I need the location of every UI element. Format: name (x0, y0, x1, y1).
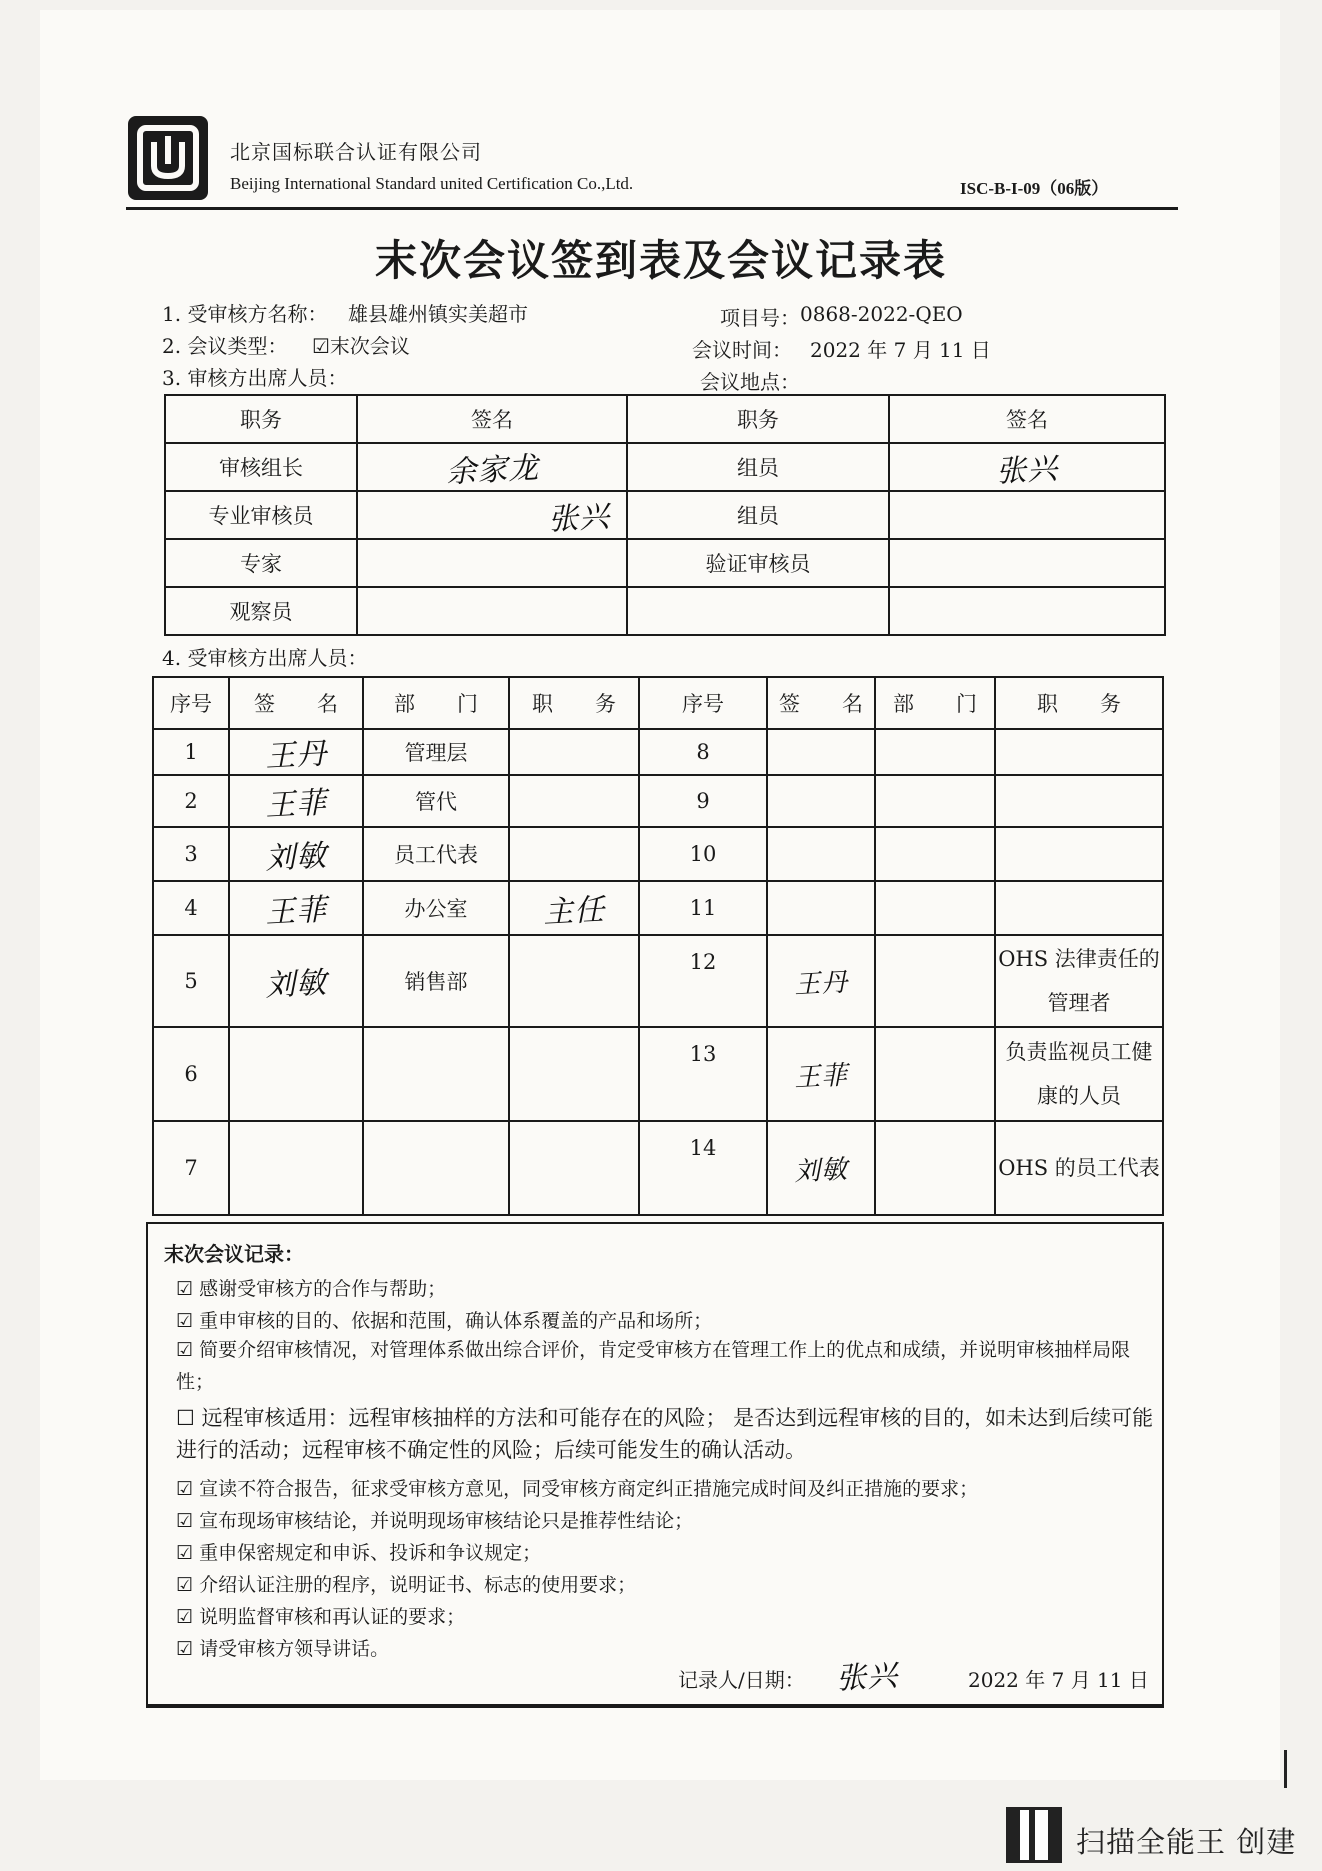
table-row (165, 491, 1165, 539)
handwritten-signature: 刘敏 (793, 1154, 849, 1187)
table-row (153, 935, 1163, 1027)
signature-cell (889, 539, 1165, 587)
handwritten-signature: 王菲 (264, 892, 329, 931)
department-cell: 管理层 (363, 729, 509, 775)
handwritten-signature: 张兴 (995, 451, 1060, 490)
table-row (153, 775, 1163, 827)
seq-cell: 2 (153, 775, 229, 827)
recorder-signature-wrap (836, 1652, 898, 1696)
table-row (153, 881, 1163, 935)
header-department: 部 门 (875, 677, 995, 729)
table-row (153, 827, 1163, 881)
handwritten-signature: 王丹 (264, 736, 329, 775)
duty-cell (509, 775, 639, 827)
signature-cell (229, 881, 363, 935)
handwritten-signature: 王菲 (264, 785, 329, 824)
meeting-records-box (146, 1222, 1164, 1708)
header-department: 部 门 (363, 677, 509, 729)
meeting-place-label: 会议地点： (700, 370, 800, 394)
handwritten-signature: 王丹 (793, 967, 849, 1000)
signature-cell (889, 443, 1165, 491)
meeting-type-label: 2. 会议类型： (162, 334, 288, 358)
record-item: ☑ 请受审核方领导讲话。 (176, 1638, 390, 1660)
recorder-label: 记录人/日期： (678, 1668, 805, 1692)
role-cell: 专业审核员 (165, 491, 357, 539)
role-cell (627, 587, 889, 635)
role-cell: 专家 (165, 539, 357, 587)
record-item: ☑ 重申保密规定和申诉、投诉和争议规定； (176, 1542, 542, 1564)
table-header-row (153, 677, 1163, 729)
signature-cell (357, 539, 627, 587)
table-row (165, 587, 1165, 635)
audit-attendees-label: 3. 审核方出席人员： (162, 366, 348, 390)
seq-cell: 6 (153, 1027, 229, 1121)
seq-cell: 9 (639, 775, 767, 827)
records-title: 末次会议记录： (164, 1242, 304, 1266)
table-row (165, 539, 1165, 587)
header-signature: 签 名 (767, 677, 875, 729)
scanner-app-watermark: 扫描全能王 创建 (1076, 1825, 1297, 1859)
department-cell (875, 729, 995, 775)
seq-cell: 1 (153, 729, 229, 775)
signature-cell (229, 1121, 363, 1215)
header-seq: 序号 (153, 677, 229, 729)
role-cell: 观察员 (165, 587, 357, 635)
record-item: ☑ 简要介绍审核情况，对管理体系做出综合评价，肯定受审核方在管理工作上的优点和成绩，并说明审核抽样局限性； (176, 1339, 1131, 1393)
table-row (153, 1027, 1163, 1121)
duty-cell (995, 729, 1163, 775)
department-cell: 员工代表 (363, 827, 509, 881)
duty-cell (509, 729, 639, 775)
project-label: 项目号： (720, 306, 800, 330)
signature-cell (357, 587, 627, 635)
duty-cell (509, 1027, 639, 1121)
signature-cell (767, 1027, 875, 1121)
record-item: ☑ 介绍认证注册的程序，说明证书、标志的使用要求； (176, 1574, 637, 1596)
header-role: 职务 (165, 395, 357, 443)
seq-cell: 12 (639, 935, 767, 1027)
signature-cell (767, 881, 875, 935)
header-signature: 签名 (889, 395, 1165, 443)
role-cell: 组员 (627, 491, 889, 539)
record-item: ☐ 远程审核适用：远程审核抽样的方法和可能存在的风险； 是否达到远程审核的目的，如未达到后续可能进行的活动；远程审核不确定性的风险；后续可能发生的确认活动。 (176, 1406, 1154, 1462)
duty-cell (509, 881, 639, 935)
department-cell (875, 827, 995, 881)
record-item: ☑ 宣布现场审核结论，并说明现场审核结论只是推荐性结论； (176, 1510, 694, 1532)
seq-cell: 13 (639, 1027, 767, 1121)
signature-cell (357, 443, 627, 491)
signature-cell (889, 491, 1165, 539)
department-cell (875, 1121, 995, 1215)
header-divider (126, 207, 1178, 210)
auditee-attendees-label: 4. 受审核方出席人员： (162, 646, 368, 670)
record-item: ☑ 感谢受审核方的合作与帮助； (176, 1278, 447, 1300)
signature-cell (767, 729, 875, 775)
table-header-row (165, 395, 1165, 443)
signature-cell (229, 729, 363, 775)
meeting-time-label: 会议时间： (692, 338, 792, 362)
company-logo (128, 116, 208, 200)
form-code: ISC-B-I-09（06版） (960, 179, 1109, 198)
project-value: 0868-2022-QEO (800, 302, 963, 326)
handwritten-signature: 王菲 (793, 1060, 849, 1093)
department-cell (875, 881, 995, 935)
duty-cell (995, 775, 1163, 827)
scan-edge-mark (1284, 1750, 1287, 1788)
signature-cell (889, 587, 1165, 635)
seq-cell: 10 (639, 827, 767, 881)
department-cell (363, 1027, 509, 1121)
department-cell (875, 935, 995, 1027)
company-name-en: Beijing International Standard united Certification Co.,Ltd. (230, 174, 634, 193)
handwritten-signature: 刘敏 (264, 838, 329, 877)
handwritten-signature: 张兴 (547, 499, 612, 538)
department-cell: 管代 (363, 775, 509, 827)
duty-cell (995, 881, 1163, 935)
handwritten-signature: 刘敏 (264, 965, 329, 1004)
header-seq: 序号 (639, 677, 767, 729)
seq-cell: 8 (639, 729, 767, 775)
meeting-time-value: 2022 年 7 月 11 日 (810, 338, 991, 362)
department-cell (875, 1027, 995, 1121)
document-title: 末次会议签到表及会议记录表 (374, 236, 947, 285)
handwritten-duty: 主任 (542, 892, 607, 931)
header-signature: 签 名 (229, 677, 363, 729)
seq-cell: 4 (153, 881, 229, 935)
seq-cell: 7 (153, 1121, 229, 1215)
header-duty: 职 务 (995, 677, 1163, 729)
department-cell: 销售部 (363, 935, 509, 1027)
role-cell: 验证审核员 (627, 539, 889, 587)
duty-cell: OHS 法律责任的管理者 (995, 935, 1163, 1027)
signature-cell (229, 935, 363, 1027)
department-cell: 办公室 (363, 881, 509, 935)
department-cell (363, 1121, 509, 1215)
seq-cell: 14 (639, 1121, 767, 1215)
record-item: ☑ 说明监督审核和再认证的要求； (176, 1606, 466, 1628)
record-date: 2022 年 7 月 11 日 (968, 1668, 1149, 1692)
seq-cell: 11 (639, 881, 767, 935)
seq-cell: 3 (153, 827, 229, 881)
meeting-type-value: ☑末次会议 (312, 334, 410, 358)
record-item: ☑ 宣读不符合报告，征求受审核方意见，同受审核方商定纠正措施完成时间及纠正措施的要求； (176, 1478, 979, 1500)
seq-cell: 5 (153, 935, 229, 1027)
duty-cell (509, 827, 639, 881)
auditee-label: 1. 受审核方名称： (162, 302, 328, 326)
signature-cell (357, 491, 627, 539)
duty-cell: OHS 的员工代表 (995, 1121, 1163, 1215)
company-name-cn: 北京国标联合认证有限公司 (230, 140, 482, 164)
auditee-attendees-table (152, 676, 1164, 1216)
signature-cell (767, 827, 875, 881)
record-item: ☑ 重申审核的目的、依据和范围，确认体系覆盖的产品和场所； (176, 1310, 713, 1332)
department-cell (875, 775, 995, 827)
handwritten-signature: 张兴 (835, 1658, 900, 1697)
audit-team-table (164, 394, 1166, 636)
header-duty: 职 务 (509, 677, 639, 729)
duty-cell (509, 935, 639, 1027)
signature-cell (229, 775, 363, 827)
duty-cell (995, 827, 1163, 881)
handwritten-signature: 余家龙 (444, 450, 540, 491)
role-cell: 审核组长 (165, 443, 357, 491)
signature-cell (229, 1027, 363, 1121)
auditee-value: 雄县雄州镇实美超市 (348, 302, 528, 326)
header-signature: 签名 (357, 395, 627, 443)
header-role: 职务 (627, 395, 889, 443)
qr-code-icon (1006, 1807, 1062, 1863)
table-row (165, 443, 1165, 491)
table-row (153, 1121, 1163, 1215)
role-cell: 组员 (627, 443, 889, 491)
signature-cell (767, 1121, 875, 1215)
signature-cell (767, 935, 875, 1027)
signature-cell (767, 775, 875, 827)
duty-cell: 负责监视员工健康的人员 (995, 1027, 1163, 1121)
signature-cell (229, 827, 363, 881)
duty-cell (509, 1121, 639, 1215)
table-row (153, 729, 1163, 775)
